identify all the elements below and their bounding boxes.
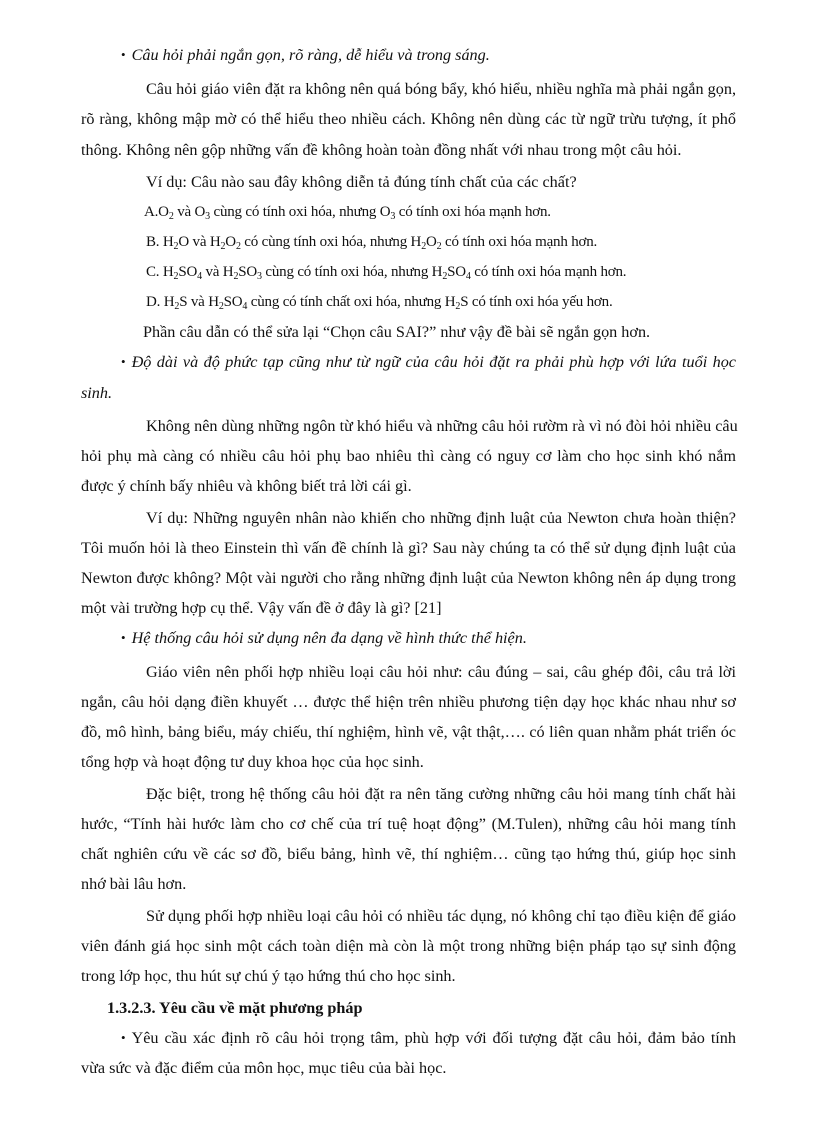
paragraph-line: tổng hợp và hoạt động tư duy khoa học của học sinh.	[81, 753, 424, 771]
bullet-icon: •	[121, 47, 126, 62]
paragraph-line: trong lớp học, thu hút sự chú ý tạo hứng thú cho học sinh.	[81, 967, 456, 985]
fix-note: Phần câu dẫn có thể sửa lại “Chọn câu SAI?” như vậy đề bài sẽ ngắn gọn hơn.	[143, 323, 651, 341]
paragraph-line: Câu hỏi giáo viên đặt ra không nên quá bóng bẩy, khó hiểu, nhiều nghĩa mà phải ngắn gọn,	[146, 80, 736, 98]
paragraph-line: hỏi phụ mà càng có nhiều câu hỏi phụ bao nhiêu thì càng có nguy cơ làm cho học sinh khó nắm	[81, 447, 736, 465]
paragraph-line: Giáo viên nên phối hợp nhiều loại câu hỏi như: câu đúng – sai, câu ghép đôi, câu trả lời	[146, 663, 736, 681]
paragraph-line: Sử dụng phối hợp nhiều loại câu hỏi có nhiều tác dụng, nó không chỉ tạo điều kiện để giáo	[146, 907, 736, 925]
bullet-method-requirement-cont: vừa sức và đặc điểm của môn học, mục tiêu của bài học.	[81, 1059, 447, 1077]
paragraph-line: viên đánh giá học sinh một cách toàn diện mà còn là một trong những biện pháp tạo sự sinh động	[81, 937, 736, 955]
bullet-method-requirement: • Yêu cầu xác định rõ câu hỏi trọng tâm, phù hợp với đối tượng đặt câu hỏi, đảm bảo tính	[121, 1029, 736, 1047]
bullet-heading-brevity: • Câu hỏi phải ngắn gọn, rõ ràng, dễ hiểu và trong sáng.	[121, 46, 490, 64]
bullet-icon: •	[121, 630, 126, 645]
bullet-heading-length: • Độ dài và độ phức tạp cũng như từ ngữ của câu hỏi đặt ra phải phù hợp với lứa tuổi học	[121, 353, 736, 371]
paragraph-line: được ý chính bấy nhiêu và không biết trả lời cái gì.	[81, 477, 412, 495]
example-question: Ví dụ: Câu nào sau đây không diễn tả đúng tính chất của các chất?	[146, 173, 577, 191]
option-a: $A.O_2$ và $O_3$ cùng có tính oxi hóa, nhưng $O_3$ có tính oxi hóa mạnh hơn.	[144, 204, 551, 222]
paragraph-line: Không nên dùng những ngôn từ khó hiểu và những câu hỏi rườm rà vì nó đòi hỏi nhiều câu	[146, 417, 738, 435]
paragraph-line: Tôi muốn hỏi là theo Einstein thì vấn đề chính là gì? Sau này chúng ta có thể sử dụng định luật của	[81, 539, 736, 557]
option-b: B. $H_2O$ và $H_2O_2$ có cùng tính oxi hóa, nhưng $H_2O_2$ có tính oxi hóa mạnh hơn.	[146, 234, 598, 252]
bullet-icon: •	[121, 1030, 126, 1045]
paragraph-line: Đặc biệt, trong hệ thống câu hỏi đặt ra nên tăng cường những câu hỏi mang tính chất hài	[146, 785, 736, 803]
paragraph-line: nhớ bài lâu hơn.	[81, 875, 187, 893]
paragraph-line: thông. Không nên gộp những vấn đề không hoàn toàn đồng nhất với nhau trong một câu hỏi.	[81, 141, 682, 159]
bullet-heading-variety: • Hệ thống câu hỏi sử dụng nên đa dạng về hình thức thể hiện.	[121, 629, 527, 647]
paragraph-line: đồ, mô hình, bảng biểu, máy chiếu, thí nghiệm, hình vẽ, vật thật,…. có liên quan nhằm phát triển óc	[81, 723, 736, 741]
paragraph-line: Newton được không? Một vài người cho rằng những định luật của Newton không nên áp dụng trong	[81, 569, 736, 587]
paragraph-line: Ví dụ: Những nguyên nhân nào khiến cho những định luật của Newton chưa hoàn thiện?	[146, 509, 736, 527]
section-heading: 1.3.2.3. Yêu cầu về mặt phương pháp	[107, 999, 363, 1017]
paragraph-line: hước, “Tính hài hước làm cho cơ chế của trí tuệ hoạt động” (M.Tulen), những câu hỏi mang tính	[81, 815, 736, 833]
paragraph-line: chất nghiên cứu về các sơ đồ, biểu bảng, hình vẽ, thí nghiệm… cũng tạo hứng thú, giúp học sinh	[81, 845, 736, 863]
paragraph-line: ngắn, câu hỏi dạng điền khuyết … được thể hiện trên nhiều phương tiện dạy học khác nhau như sơ	[81, 693, 736, 711]
bullet-heading-length-cont: sinh.	[81, 384, 113, 402]
paragraph-line: rõ ràng, không mập mờ có thể hiểu theo nhiều cách. Không nên dùng các từ ngữ trừu tượng, ít phổ	[81, 110, 736, 128]
bullet-icon: •	[121, 354, 126, 369]
option-c: C. $H_2SO_4$ và $H_2SO_3$ cùng có tính oxi hóa, nhưng $H_2SO_4$ có tính oxi hóa mạnh hơn.	[146, 264, 627, 282]
option-d: D. $H_2S$ và $H_2SO_4$ cùng có tính chất oxi hóa, nhưng $H_2S$ có tính oxi hóa yếu hơn.	[146, 294, 613, 312]
paragraph-line: một vài trường hợp cụ thể. Vậy vấn đề ở đây là gì? [21]	[81, 599, 442, 617]
